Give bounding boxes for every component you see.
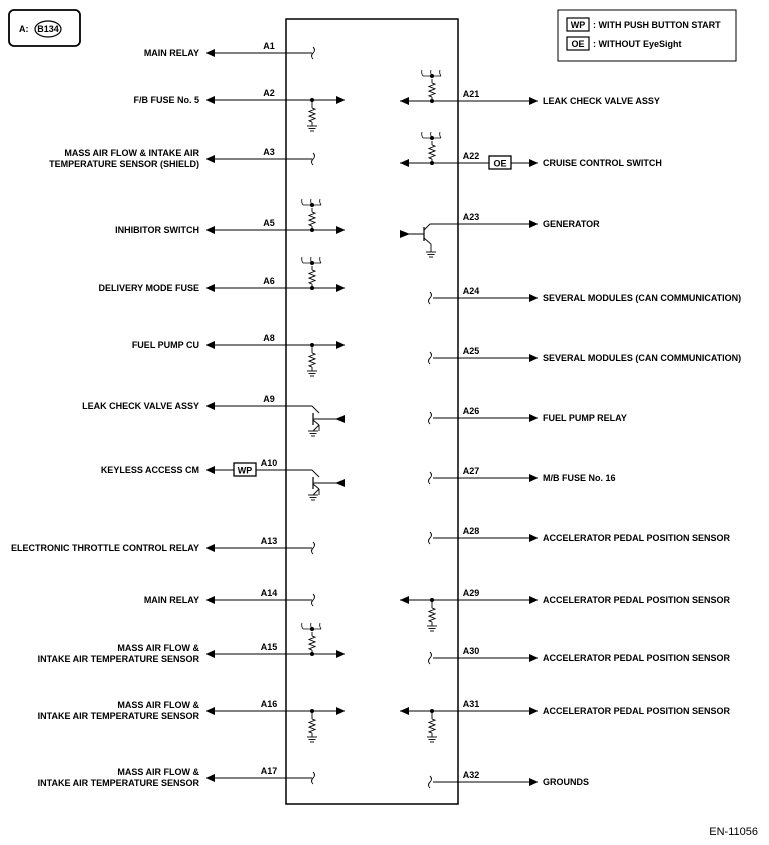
supply-symbol (422, 132, 441, 140)
right-pin-group (400, 70, 741, 788)
pin-label: F/B FUSE No. 5 (133, 95, 199, 105)
pin-number: A23 (462, 212, 480, 222)
left-pin-a13 (11, 536, 315, 554)
left-pin-a5 (115, 199, 345, 235)
supply-symbol (302, 257, 321, 265)
right-pin-a29 (400, 588, 731, 631)
resistor-symbol (309, 353, 315, 367)
ground-symbol (308, 495, 318, 500)
ground-symbol (307, 737, 317, 742)
pin-number: A5 (263, 218, 275, 228)
resistor-symbol (429, 145, 435, 159)
pin-label: DELIVERY MODE FUSE (98, 283, 199, 293)
resistor-symbol (309, 719, 315, 733)
open-terminal-symbol (429, 352, 432, 364)
pin-label: MASS AIR FLOW & (117, 643, 199, 653)
pin-number: A24 (462, 286, 480, 296)
pin-label: MASS AIR FLOW & (117, 700, 199, 710)
arrowhead-left (206, 341, 215, 349)
pin-number: A32 (462, 770, 480, 780)
pin-label: ACCELERATOR PEDAL POSITION SENSOR (543, 595, 731, 605)
resistor-symbol (309, 212, 315, 226)
figure-id: EN-11056 (709, 826, 758, 838)
arrowhead-right (336, 284, 345, 292)
arrowhead-left (400, 159, 409, 167)
right-pin-a27 (429, 466, 616, 484)
resistor-symbol (309, 636, 315, 650)
left-pin-a1 (144, 41, 315, 59)
arrowhead-left (206, 284, 215, 292)
open-terminal-symbol (429, 532, 432, 544)
arrowhead-left (400, 707, 409, 715)
arrowhead-left (206, 49, 215, 57)
right-pin-a23 (400, 212, 600, 257)
open-terminal-symbol (429, 292, 432, 304)
left-pin-a9 (82, 394, 345, 436)
arrowhead-right (529, 596, 538, 604)
left-pin-a15 (38, 623, 345, 664)
arrowhead-right (529, 707, 538, 715)
resistor-symbol (429, 719, 435, 733)
pin-label: M/B FUSE No. 16 (543, 473, 616, 483)
pin-label: KEYLESS ACCESS CM (100, 465, 199, 475)
pin-number: A28 (462, 526, 480, 536)
connector-tag (9, 10, 80, 46)
arrowhead-right (336, 650, 345, 658)
pin-number: A9 (263, 394, 275, 404)
pin-label: ACCELERATOR PEDAL POSITION SENSOR (543, 533, 731, 543)
arrowhead-right (529, 534, 538, 542)
pin-label: GROUNDS (543, 777, 590, 787)
pin-label: INTAKE AIR TEMPERATURE SENSOR (37, 711, 199, 721)
left-pin-group (11, 41, 345, 788)
variant-badge-wp (234, 463, 256, 476)
arrowhead-right (336, 707, 345, 715)
arrowhead-right (336, 96, 345, 104)
variant-badge-oe (489, 156, 511, 169)
pin-label: ACCELERATOR PEDAL POSITION SENSOR (543, 706, 731, 716)
open-terminal-symbol (429, 776, 432, 788)
legend-text-wp: : WITH PUSH BUTTON START (593, 20, 721, 30)
legend-code-oe: OE (571, 39, 585, 49)
ground-symbol (426, 252, 436, 257)
pin-number: A25 (462, 346, 480, 356)
ground-symbol (427, 737, 437, 742)
resistor-symbol (309, 108, 315, 122)
arrowhead-left (206, 596, 215, 604)
left-pin-a10 (101, 458, 345, 500)
legend (558, 10, 736, 61)
right-pin-a31 (400, 699, 731, 742)
pin-label: INTAKE AIR TEMPERATURE SENSOR (37, 654, 199, 664)
pin-label: INTAKE AIR TEMPERATURE SENSOR (37, 778, 199, 788)
left-pin-a2 (133, 88, 345, 131)
right-pin-a24 (429, 286, 742, 304)
arrowhead-right (529, 220, 538, 228)
arrowhead-right (529, 97, 538, 105)
pin-label: LEAK CHECK VALVE ASSY (82, 401, 199, 411)
pin-label: SEVERAL MODULES (CAN COMMUNICATION) (543, 293, 742, 303)
arrowhead-left (335, 479, 345, 487)
arrowhead-left (335, 415, 345, 423)
open-terminal-symbol (429, 412, 432, 424)
pin-number: A22 (462, 151, 480, 161)
pin-label: ACCELERATOR PEDAL POSITION SENSOR (543, 653, 731, 663)
pin-number: A31 (462, 699, 480, 709)
arrowhead-right (529, 414, 538, 422)
pin-number: A27 (462, 466, 480, 476)
right-pin-a22 (400, 132, 662, 169)
pin-number: A10 (260, 458, 278, 468)
pin-label: GENERATOR (543, 219, 600, 229)
arrowhead-right (529, 474, 538, 482)
ground-symbol (308, 431, 318, 436)
pin-label: LEAK CHECK VALVE ASSY (543, 96, 660, 106)
arrowhead-left (206, 155, 215, 163)
resistor-symbol (429, 83, 435, 97)
pin-number: A6 (263, 276, 275, 286)
pin-number: A30 (462, 646, 480, 656)
arrowhead-left (206, 226, 215, 234)
pin-number: A13 (260, 536, 278, 546)
arrowhead-left (206, 774, 215, 782)
pin-number: A26 (462, 406, 480, 416)
svg-text:WP: WP (237, 465, 253, 476)
resistor-symbol (429, 608, 435, 622)
arrowhead-right (336, 226, 345, 234)
right-pin-a21 (400, 70, 660, 106)
svg-text:OE: OE (493, 158, 507, 169)
arrowhead-right (336, 341, 345, 349)
pin-label: ELECTRONIC THROTTLE CONTROL RELAY (10, 543, 199, 553)
arrowhead-right (400, 230, 410, 238)
arrowhead-left (206, 544, 215, 552)
supply-symbol (422, 70, 441, 78)
pin-number: A1 (263, 41, 275, 51)
pin-number: A15 (260, 642, 278, 652)
arrowhead-right (529, 778, 538, 786)
supply-symbol (302, 623, 321, 631)
arrowhead-right (529, 294, 538, 302)
pin-number: A8 (263, 333, 275, 343)
arrowhead-left (206, 466, 215, 474)
arrowhead-right (529, 354, 538, 362)
pin-label: MASS AIR FLOW & (117, 767, 199, 777)
ground-symbol (427, 626, 437, 631)
ground-symbol (307, 371, 317, 376)
pin-label: MAIN RELAY (143, 48, 199, 58)
pin-number: A3 (263, 147, 275, 157)
arrowhead-left (206, 707, 215, 715)
right-pin-a25 (429, 346, 742, 364)
left-pin-a14 (144, 588, 315, 606)
legend-code-wp: WP (570, 20, 586, 30)
arrowhead-left (400, 97, 409, 105)
pin-number: A16 (260, 699, 278, 709)
right-pin-a30 (429, 646, 731, 664)
arrowhead-left (400, 596, 409, 604)
connector-prefix: A: (19, 24, 29, 34)
left-pin-a8 (132, 333, 345, 376)
junction-dot (310, 627, 314, 631)
pin-label: FUEL PUMP RELAY (543, 413, 627, 423)
left-pin-a6 (98, 257, 345, 293)
pin-number: A17 (260, 766, 278, 776)
pin-label: TEMPERATURE SENSOR (SHIELD) (49, 159, 199, 169)
junction-dot (310, 261, 314, 265)
open-terminal-symbol (429, 652, 432, 664)
left-pin-a3 (49, 147, 314, 169)
pin-label: MASS AIR FLOW & INTAKE AIR (64, 148, 199, 158)
open-terminal-symbol (429, 472, 432, 484)
pin-number: A2 (263, 88, 275, 98)
junction-dot (430, 136, 434, 140)
left-pin-a17 (38, 766, 315, 788)
pin-label: FUEL PUMP CU (131, 340, 199, 350)
pin-number: A29 (462, 588, 480, 598)
legend-text-oe: : WITHOUT EyeSight (593, 39, 682, 49)
arrowhead-right (529, 159, 538, 167)
arrowhead-left (206, 650, 215, 658)
arrowhead-left (206, 96, 215, 104)
left-pin-a16 (38, 699, 345, 742)
connector-code: B134 (37, 24, 59, 34)
pin-label: SEVERAL MODULES (CAN COMMUNICATION) (543, 353, 742, 363)
pin-label: MAIN RELAY (143, 595, 199, 605)
ground-symbol (307, 126, 317, 131)
arrowhead-right (529, 654, 538, 662)
pin-number: A14 (260, 588, 278, 598)
junction-dot (310, 203, 314, 207)
pin-label: INHIBITOR SWITCH (115, 225, 199, 235)
right-pin-a32 (429, 770, 590, 788)
right-pin-a28 (429, 526, 731, 544)
pin-label: CRUISE CONTROL SWITCH (543, 158, 662, 168)
supply-symbol (302, 199, 321, 207)
junction-dot (430, 74, 434, 78)
pin-number: A21 (462, 89, 480, 99)
arrowhead-left (206, 402, 215, 410)
resistor-symbol (309, 270, 315, 284)
